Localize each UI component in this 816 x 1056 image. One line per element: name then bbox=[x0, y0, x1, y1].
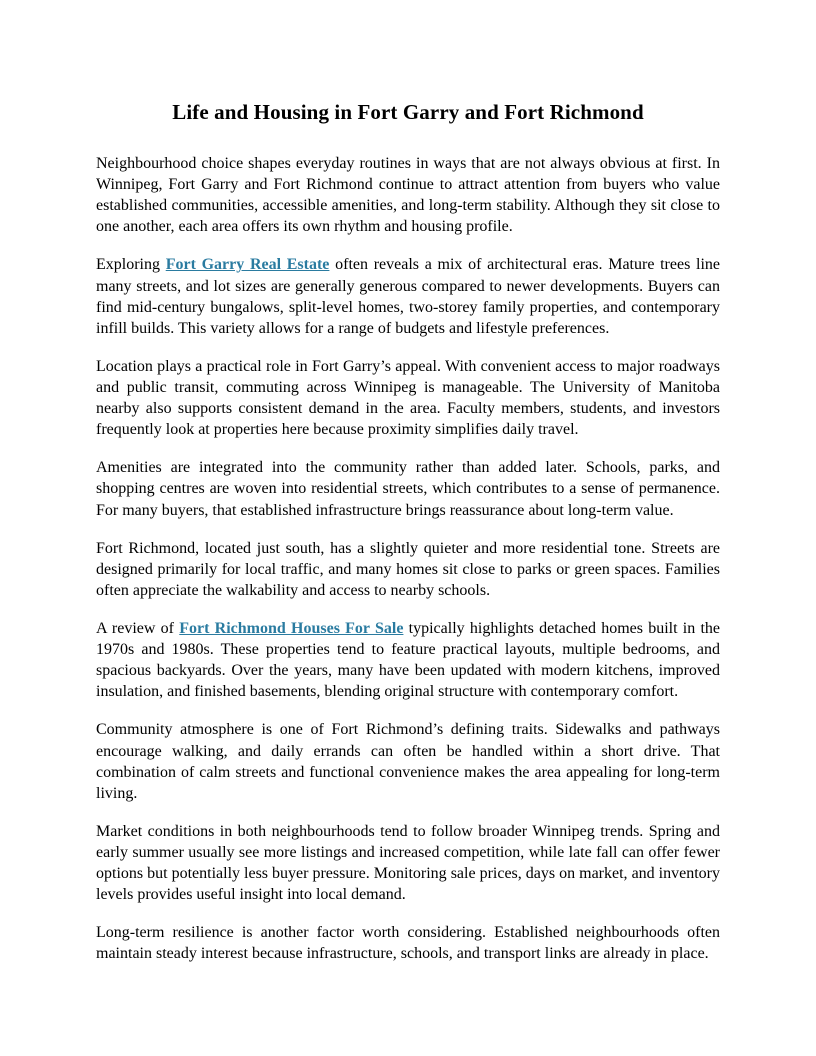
paragraph-fort-garry-real-estate bbox=[96, 254, 720, 338]
paragraph-fort-richmond-houses bbox=[96, 618, 720, 702]
paragraph-text: often reveals a mix of architectural eras. Mature trees line many streets, and lot sizes are generally generous compared to newer developments. Buyers can find mid-century bungalows, split-level homes, two-storey family properties, and contemporary infill builds. This variety allows for a range of budgets and lifestyle preferences. bbox=[96, 256, 721, 337]
paragraph-market-conditions: Market conditions in both neighbourhoods tend to follow broader Winnipeg trends. Spring and early summer usually see more listings and increased competition, while late fall can offer fewer options but potentially less buyer pressure. Monitoring sale prices, days on market, and inventory levels provides useful insight into local demand. bbox=[96, 822, 720, 904]
paragraph-location: Location plays a practical role in Fort Garry’s appeal. With convenient access to major roadways and public transit, commuting across Winnipeg is manageable. The University of Manitoba nearby also supports consistent demand in the area. Faculty members, students, and investors frequently look at properties here because proximity simplifies daily travel. bbox=[96, 357, 720, 439]
link-fort-garry-real-estate[interactable]: Fort Garry Real Estate bbox=[165, 256, 330, 274]
link-fort-richmond-houses-for-sale[interactable]: Fort Richmond Houses For Sale bbox=[179, 619, 404, 637]
paragraph-text: typically highlights detached homes built in the 1970s and 1980s. These properties tend to feature practical layouts, multiple bedrooms, and spacious backyards. Over the years, many have been updated with modern kitchens, improved insulation, and finished basements, blending original structure with contemporary comfort. bbox=[96, 619, 720, 701]
document-title: Life and Housing in Fort Garry and Fort Richmond bbox=[172, 100, 644, 124]
paragraph-intro: Neighbourhood choice shapes everyday routines in ways that are not always obvious at first. In Winnipeg, Fort Garry and Fort Richmond continue to attract attention from buyers who value established communities, accessible amenities, and long-term stability. Although they sit close to one another, each area offers its own rhythm and housing profile. bbox=[96, 155, 720, 236]
paragraph-fort-richmond-intro: Fort Richmond, located just south, has a slightly quieter and more residential tone. Streets are designed primarily for local traffic, and many homes sit close to parks or green spaces. Families often appreciate the walkability and access to nearby schools. bbox=[96, 539, 720, 599]
paragraph-text: Exploring bbox=[96, 256, 166, 274]
paragraph-long-term-resilience: Long-term resilience is another factor worth considering. Established neighbourhoods often maintain steady interest because infrastructure, schools, and transport links are already in place. bbox=[96, 924, 720, 963]
paragraph-amenities: Amenities are integrated into the community rather than added later. Schools, parks, and shopping centres are woven into residential streets, which contributes to a sense of permanence. For many buyers, that established infrastructure brings reassurance about long-term value. bbox=[96, 459, 720, 519]
paragraph-text: A review of bbox=[96, 619, 180, 637]
document-body bbox=[96, 153, 720, 965]
paragraph-community-atmosphere: Community atmosphere is one of Fort Richmond’s defining traits. Sidewalks and pathways encourage walking, and daily errands can often be handled within a short drive. That combination of calm streets and functional convenience makes the area appealing for long-term living. bbox=[96, 721, 720, 802]
